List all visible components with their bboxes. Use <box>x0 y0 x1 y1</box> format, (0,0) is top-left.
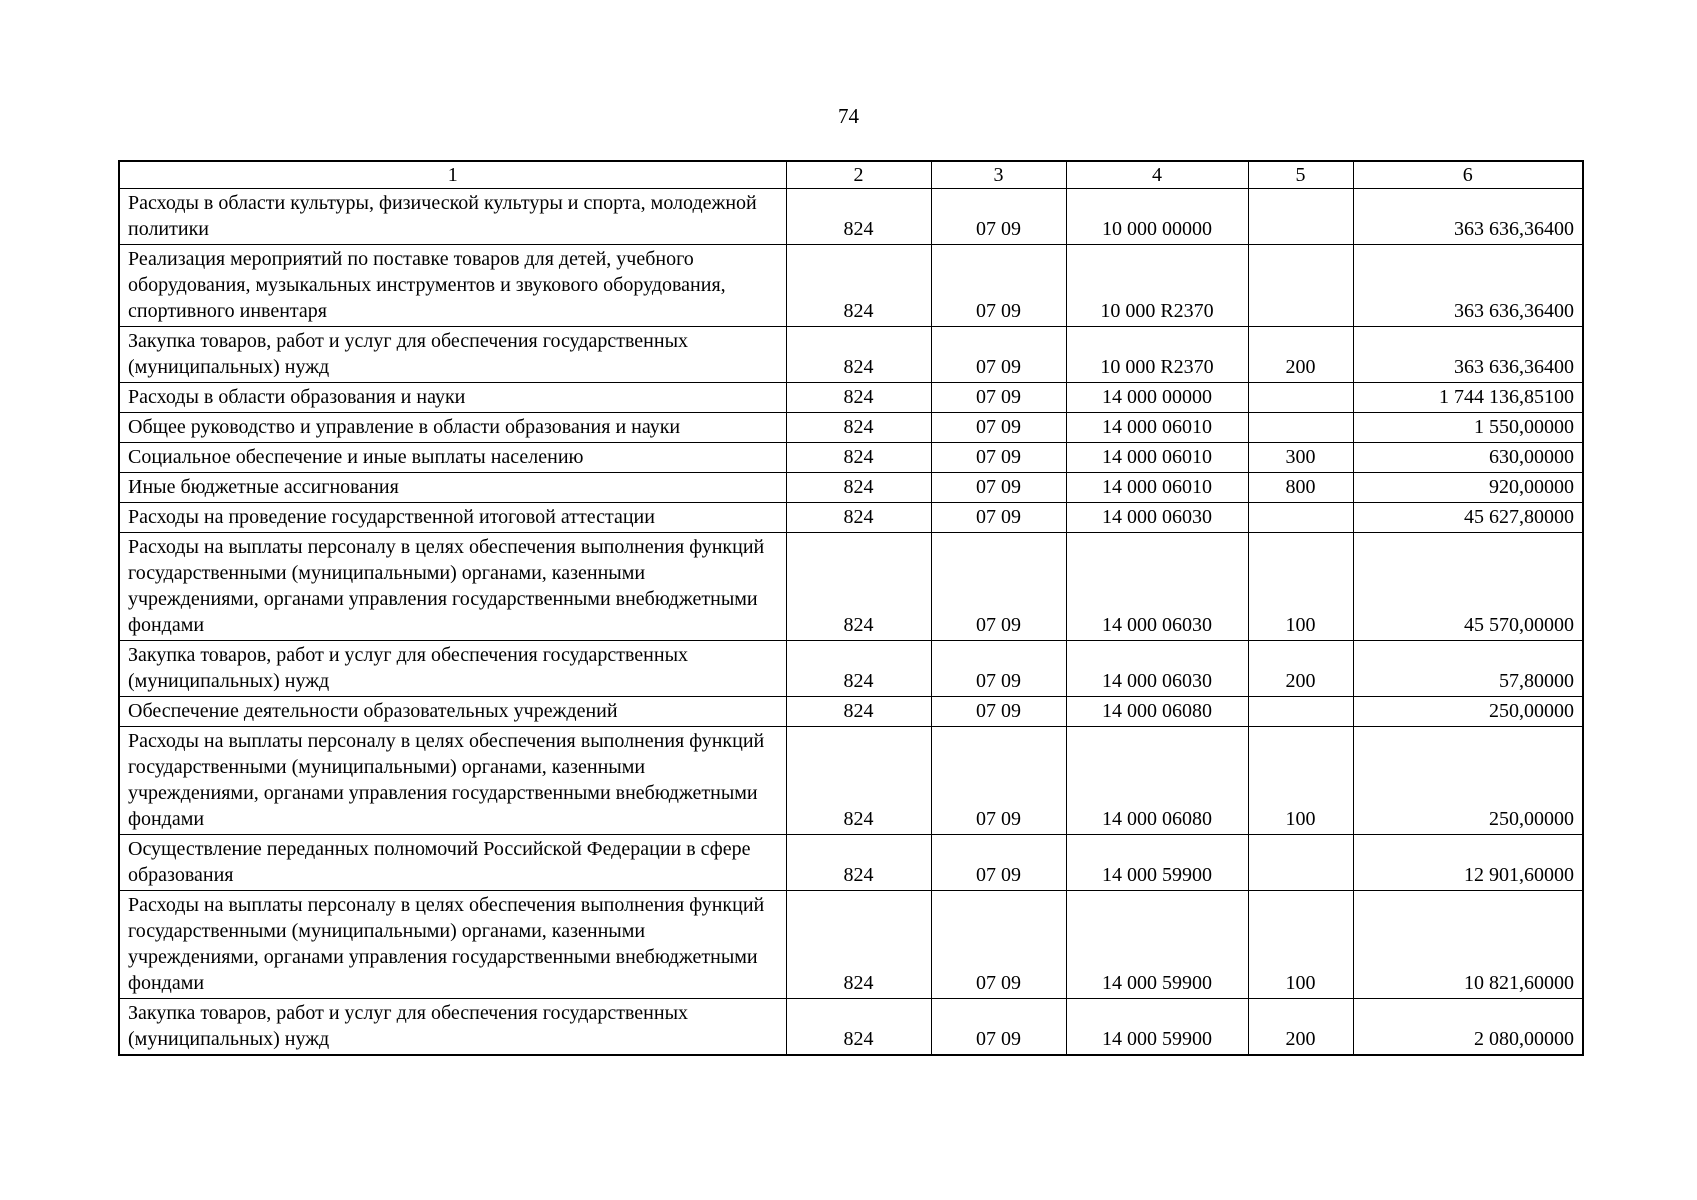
table-row <box>119 641 1583 697</box>
table-row <box>119 891 1583 999</box>
cell-expense-type: 200 <box>1248 999 1353 1056</box>
cell-grbs-code: 824 <box>786 697 931 727</box>
column-header-6: 6 <box>1353 161 1583 189</box>
table-row <box>119 999 1583 1056</box>
cell-grbs-code: 824 <box>786 413 931 443</box>
cell-expense-type <box>1248 503 1353 533</box>
table-row <box>119 443 1583 473</box>
cell-amount: 2 080,00000 <box>1353 999 1583 1056</box>
cell-expense-type <box>1248 835 1353 891</box>
cell-expense-type: 200 <box>1248 641 1353 697</box>
cell-expense-type <box>1248 189 1353 245</box>
cell-target-article: 14 000 00000 <box>1066 383 1248 413</box>
cell-grbs-code: 824 <box>786 473 931 503</box>
cell-section-code: 07 09 <box>931 697 1066 727</box>
cell-expense-type: 100 <box>1248 533 1353 641</box>
cell-amount: 363 636,36400 <box>1353 245 1583 327</box>
table-row <box>119 327 1583 383</box>
table-row <box>119 697 1583 727</box>
budget-table <box>118 160 1584 1056</box>
column-header-2: 2 <box>786 161 931 189</box>
table-row <box>119 503 1583 533</box>
cell-name: Расходы в области культуры, физической культуры и спорта, молодежной политики <box>119 189 786 245</box>
cell-grbs-code: 824 <box>786 443 931 473</box>
cell-section-code: 07 09 <box>931 189 1066 245</box>
cell-section-code: 07 09 <box>931 533 1066 641</box>
cell-amount: 363 636,36400 <box>1353 189 1583 245</box>
column-header-5: 5 <box>1248 161 1353 189</box>
table-row <box>119 189 1583 245</box>
cell-expense-type: 800 <box>1248 473 1353 503</box>
cell-section-code: 07 09 <box>931 835 1066 891</box>
column-header-4: 4 <box>1066 161 1248 189</box>
cell-name: Расходы в области образования и науки <box>119 383 786 413</box>
cell-grbs-code: 824 <box>786 999 931 1056</box>
table-row <box>119 533 1583 641</box>
cell-amount: 250,00000 <box>1353 727 1583 835</box>
cell-section-code: 07 09 <box>931 443 1066 473</box>
cell-target-article: 14 000 06030 <box>1066 503 1248 533</box>
cell-target-article: 14 000 06030 <box>1066 641 1248 697</box>
cell-section-code: 07 09 <box>931 727 1066 835</box>
cell-target-article: 14 000 06080 <box>1066 697 1248 727</box>
cell-amount: 57,80000 <box>1353 641 1583 697</box>
cell-section-code: 07 09 <box>931 327 1066 383</box>
cell-grbs-code: 824 <box>786 503 931 533</box>
cell-amount: 1 550,00000 <box>1353 413 1583 443</box>
cell-name: Расходы на выплаты персоналу в целях обеспечения выполнения функций государственными (муниципальными) органами, казенными учреждениями, органами управления государственными внебюджетными фондами <box>119 533 786 641</box>
cell-expense-type <box>1248 413 1353 443</box>
cell-name: Осуществление переданных полномочий Российской Федерации в сфере образования <box>119 835 786 891</box>
cell-grbs-code: 824 <box>786 327 931 383</box>
cell-section-code: 07 09 <box>931 245 1066 327</box>
cell-amount: 250,00000 <box>1353 697 1583 727</box>
cell-amount: 920,00000 <box>1353 473 1583 503</box>
cell-grbs-code: 824 <box>786 245 931 327</box>
cell-grbs-code: 824 <box>786 641 931 697</box>
cell-target-article: 10 000 R2370 <box>1066 327 1248 383</box>
cell-name: Реализация мероприятий по поставке товаров для детей, учебного оборудования, музыкальных инструментов и звукового оборудования, спортивного инвентаря <box>119 245 786 327</box>
cell-grbs-code: 824 <box>786 533 931 641</box>
table-row <box>119 383 1583 413</box>
cell-section-code: 07 09 <box>931 503 1066 533</box>
cell-target-article: 14 000 59900 <box>1066 891 1248 999</box>
cell-target-article: 10 000 R2370 <box>1066 245 1248 327</box>
cell-amount: 45 570,00000 <box>1353 533 1583 641</box>
cell-name: Иные бюджетные ассигнования <box>119 473 786 503</box>
cell-target-article: 14 000 06030 <box>1066 533 1248 641</box>
cell-section-code: 07 09 <box>931 413 1066 443</box>
cell-name: Закупка товаров, работ и услуг для обеспечения государственных (муниципальных) нужд <box>119 641 786 697</box>
table-row <box>119 473 1583 503</box>
cell-target-article: 14 000 59900 <box>1066 835 1248 891</box>
page-number: 74 <box>838 104 859 128</box>
cell-section-code: 07 09 <box>931 999 1066 1056</box>
cell-expense-type <box>1248 697 1353 727</box>
table-row <box>119 835 1583 891</box>
column-header-1: 1 <box>119 161 786 189</box>
cell-name: Социальное обеспечение и иные выплаты населению <box>119 443 786 473</box>
cell-grbs-code: 824 <box>786 891 931 999</box>
cell-grbs-code: 824 <box>786 383 931 413</box>
cell-amount: 363 636,36400 <box>1353 327 1583 383</box>
cell-name: Расходы на выплаты персоналу в целях обеспечения выполнения функций государственными (муниципальными) органами, казенными учреждениями, органами управления государственными внебюджетными фондами <box>119 891 786 999</box>
cell-amount: 45 627,80000 <box>1353 503 1583 533</box>
table-header-row <box>119 161 1583 189</box>
cell-section-code: 07 09 <box>931 473 1066 503</box>
cell-expense-type: 200 <box>1248 327 1353 383</box>
table-row <box>119 727 1583 835</box>
cell-grbs-code: 824 <box>786 727 931 835</box>
cell-name: Расходы на проведение государственной итоговой аттестации <box>119 503 786 533</box>
cell-expense-type <box>1248 383 1353 413</box>
cell-amount: 12 901,60000 <box>1353 835 1583 891</box>
cell-expense-type: 300 <box>1248 443 1353 473</box>
cell-target-article: 14 000 06010 <box>1066 413 1248 443</box>
table-row <box>119 413 1583 443</box>
column-header-3: 3 <box>931 161 1066 189</box>
cell-expense-type: 100 <box>1248 891 1353 999</box>
cell-target-article: 14 000 59900 <box>1066 999 1248 1056</box>
cell-amount: 630,00000 <box>1353 443 1583 473</box>
cell-section-code: 07 09 <box>931 891 1066 999</box>
cell-name: Закупка товаров, работ и услуг для обеспечения государственных (муниципальных) нужд <box>119 999 786 1056</box>
cell-name: Расходы на выплаты персоналу в целях обеспечения выполнения функций государственными (муниципальными) органами, казенными учреждениями, органами управления государственными внебюджетными фондами <box>119 727 786 835</box>
cell-name: Общее руководство и управление в области образования и науки <box>119 413 786 443</box>
cell-target-article: 14 000 06080 <box>1066 727 1248 835</box>
cell-amount: 1 744 136,85100 <box>1353 383 1583 413</box>
cell-name: Закупка товаров, работ и услуг для обеспечения государственных (муниципальных) нужд <box>119 327 786 383</box>
cell-grbs-code: 824 <box>786 189 931 245</box>
cell-name: Обеспечение деятельности образовательных учреждений <box>119 697 786 727</box>
cell-expense-type <box>1248 245 1353 327</box>
cell-section-code: 07 09 <box>931 383 1066 413</box>
cell-target-article: 10 000 00000 <box>1066 189 1248 245</box>
table-body <box>119 189 1583 1056</box>
cell-section-code: 07 09 <box>931 641 1066 697</box>
cell-target-article: 14 000 06010 <box>1066 473 1248 503</box>
cell-grbs-code: 824 <box>786 835 931 891</box>
cell-expense-type: 100 <box>1248 727 1353 835</box>
cell-amount: 10 821,60000 <box>1353 891 1583 999</box>
table-row <box>119 245 1583 327</box>
cell-target-article: 14 000 06010 <box>1066 443 1248 473</box>
